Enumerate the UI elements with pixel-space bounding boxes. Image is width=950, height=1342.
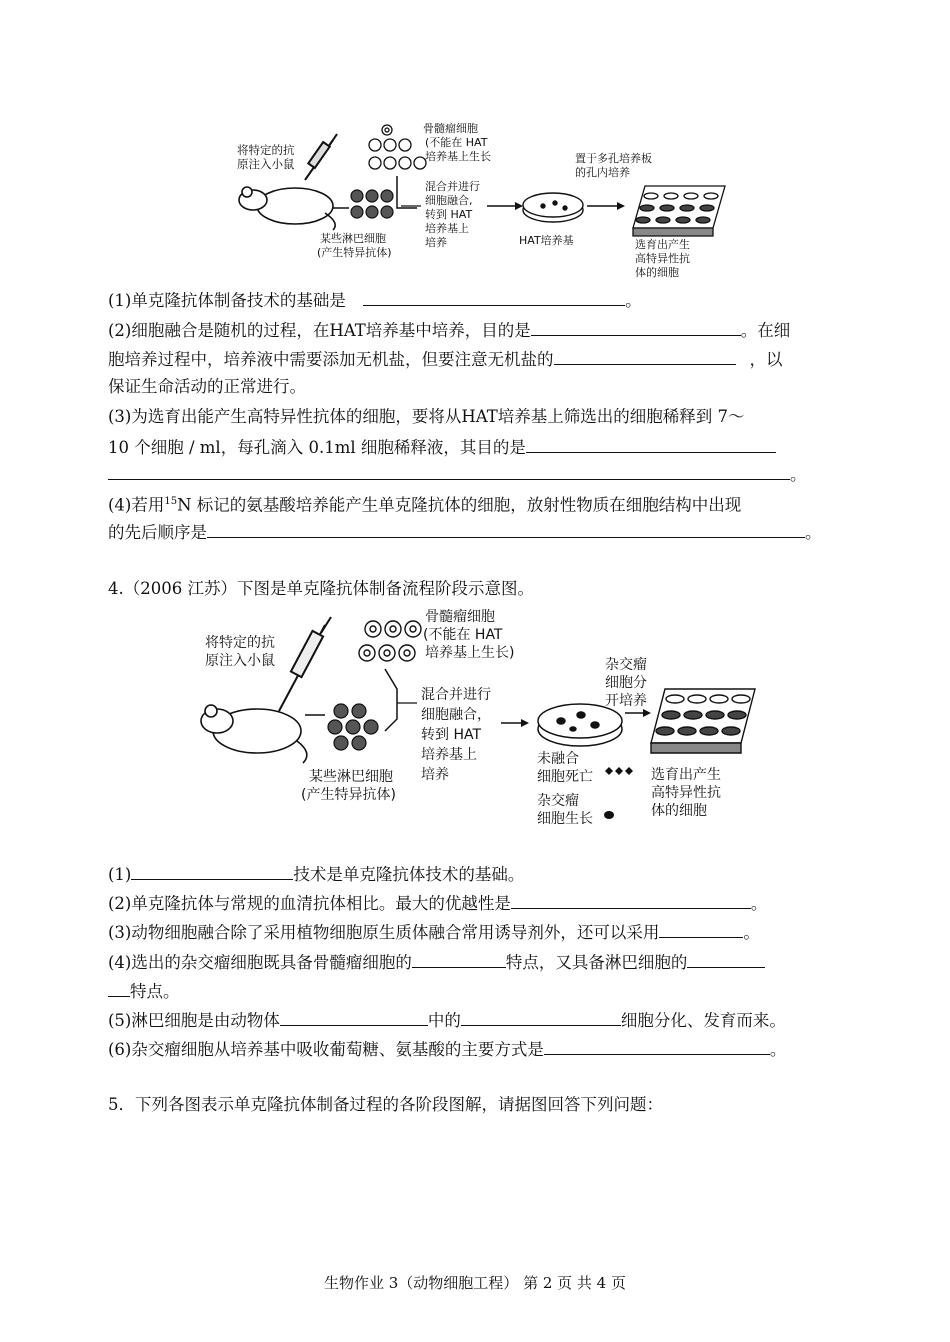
answer-blank[interactable] [108, 979, 130, 997]
lymph-cells [351, 190, 393, 218]
fig1-dish-label: HAT培养基 [519, 234, 574, 247]
fig2-mix-4: 培养基上 [421, 747, 477, 763]
page-footer: 生物作业 3（动物细胞工程） 第 2 页 共 4 页 [323, 1274, 626, 1292]
answer-blank[interactable] [544, 1037, 770, 1055]
hat-dish-icon [538, 704, 622, 746]
fig1-mix-2: 细胞融合, [425, 194, 473, 207]
fig2-myeloma-3: 培养基上生长) [425, 645, 515, 661]
q3-part4-line2: 的先后顺序是 。 [108, 520, 822, 544]
fig2-dead-1: 未融合 [537, 751, 579, 767]
answer-blank[interactable] [363, 288, 625, 306]
fig1-lymph-1: 某些淋巴细胞 [320, 232, 386, 245]
mouse-icon [201, 705, 307, 763]
fig2-myeloma-1: 骨髓瘤细胞 [425, 609, 495, 625]
answer-blank[interactable] [687, 950, 765, 968]
answer-blank[interactable] [108, 462, 790, 480]
fig2-select-1: 选育出产生 [651, 767, 721, 783]
fig2-lymph-2: (产生特异抗体) [301, 787, 396, 803]
q5-title: 5．下列各图表示单克隆抗体制备过程的各阶段图解，请据图回答下列问题： [108, 1095, 663, 1114]
fig2-select-2: 高特异性抗 [651, 785, 721, 801]
q4-part2: (2)单克隆抗体与常规的血清抗体相比。最大的优越性是 。 [108, 891, 767, 915]
q3-part2-line3: 保证生命活动的正常进行。 [108, 377, 306, 396]
fig2-sep-2: 细胞分 [605, 675, 647, 691]
myeloma-cells [359, 621, 421, 661]
fig1-mix-3: 转到 HAT [425, 208, 473, 221]
answer-blank[interactable] [207, 520, 805, 538]
fig1-myeloma-3: 培养基上生长 [425, 150, 491, 163]
fig2-sep-3: 开培养 [605, 693, 647, 709]
answer-blank[interactable] [280, 1008, 428, 1026]
q4-part5: (5)淋巴细胞是由动物体 中的 细胞分化、发育而来。 [108, 1008, 786, 1032]
fig2-mix-2: 细胞融合， [421, 707, 491, 723]
fig2-inject-1: 将特定的抗 [205, 635, 275, 651]
answer-blank[interactable] [511, 891, 751, 909]
fig2-sep-1: 杂交瘤 [605, 657, 647, 673]
fig2-mix-5: 培养 [421, 767, 449, 783]
fig2-lymph-1: 某些淋巴细胞 [309, 769, 393, 785]
figure-1-monoclonal-flow [225, 118, 745, 283]
fig1-plate-1: 置于多孔培养板 [575, 152, 652, 165]
answer-blank[interactable] [554, 347, 736, 365]
fig1-myeloma-2: (不能在 HAT [425, 136, 488, 149]
fig2-grow-2: 细胞生长 [537, 811, 593, 827]
fig2-dead-2: 细胞死亡 [537, 769, 593, 785]
fig2-mix-3: 转到 HAT [421, 727, 482, 743]
answer-blank[interactable] [131, 862, 293, 880]
fig2-mix-1: 混合并进行 [421, 687, 491, 703]
fig1-inject-2: 原注入小鼠 [237, 157, 295, 171]
fig1-select-1: 选育出产生 [635, 238, 690, 251]
answer-blank[interactable] [659, 920, 743, 938]
myeloma-cells [369, 125, 426, 169]
fig2-myeloma-2: (不能在 HAT [423, 627, 503, 643]
syringe-icon [279, 617, 331, 711]
lymph-cells [328, 704, 378, 750]
multiwell-plate-icon [651, 689, 755, 753]
hat-dish-icon [523, 193, 583, 222]
q3-part3-line2: 10 个细胞 / ml，每孔滴入 0.1ml 细胞稀释液，其目的是 [108, 435, 776, 459]
q3-part1: (1)单克隆抗体制备技术的基础是 。 [108, 288, 642, 312]
syringe-icon [305, 134, 337, 180]
q4-title: 4.（2006 江苏）下图是单克隆抗体制备流程阶段示意图。 [108, 579, 534, 598]
q4-part1: (1) 技术是单克隆抗体技术的基础。 [108, 862, 524, 886]
figure-2-monoclonal-flow [185, 603, 765, 848]
fig2-inject-2: 原注入小鼠 [205, 653, 275, 669]
q3-part2-line1: (2)细胞融合是随机的过程，在HAT培养基中培养，目的是 。在细 [108, 318, 790, 342]
q4-part3: (3)动物细胞融合除了采用植物细胞原生质体融合常用诱导剂外，还可以采用 。 [108, 920, 760, 944]
answer-blank[interactable] [531, 318, 741, 336]
fig1-select-2: 高特异性抗 [635, 252, 690, 265]
fig1-select-3: 体的细胞 [635, 266, 679, 279]
fig1-lymph-2: (产生特异抗体) [317, 246, 392, 259]
multiwell-plate-icon [633, 186, 725, 236]
answer-blank[interactable] [526, 435, 776, 453]
fig1-myeloma-1: 骨髓瘤细胞 [423, 122, 478, 135]
answer-blank[interactable] [461, 1008, 621, 1026]
q3-part3-line1: (3)为选育出能产生高特异性抗体的细胞，要将从HAT培养基上筛选出的细胞稀释到 7～ [108, 407, 745, 426]
fig1-mix-1: 混合并进行 [425, 180, 480, 193]
fig1-mix-4: 培养基上 [425, 222, 469, 235]
q3-part4-line1: (4)若用$^{15}$N 标记的氨基酸培养能产生单克隆抗体的细胞，放射性物质在细胞结构中出现 [108, 495, 742, 515]
dead-cells-marker [605, 767, 633, 775]
answer-blank[interactable] [412, 950, 506, 968]
fig2-select-3: 体的细胞 [651, 803, 707, 819]
hybrid-cell-marker [604, 811, 614, 819]
fig1-mix-5: 培养 [425, 236, 447, 249]
q4-part4-line2: 特点。 [108, 979, 180, 1003]
q3-part3-line3: 。 [108, 462, 807, 486]
q4-part6: (6)杂交瘤细胞从培养基中吸收葡萄糖、氨基酸的主要方式是 。 [108, 1037, 786, 1061]
q4-part4-line1: (4)选出的杂交瘤细胞既具备骨髓瘤细胞的 特点，又具备淋巴细胞的 [108, 950, 765, 974]
fig2-grow-1: 杂交瘤 [537, 793, 579, 809]
fig1-inject-1: 将特定的抗 [237, 143, 295, 157]
fig1-plate-2: 的孔内培养 [575, 166, 630, 179]
mouse-icon [239, 187, 335, 230]
q3-part2-line2: 胞培养过程中，培养液中需要添加无机盐，但要注意无机盐的 ，以 [108, 347, 783, 371]
